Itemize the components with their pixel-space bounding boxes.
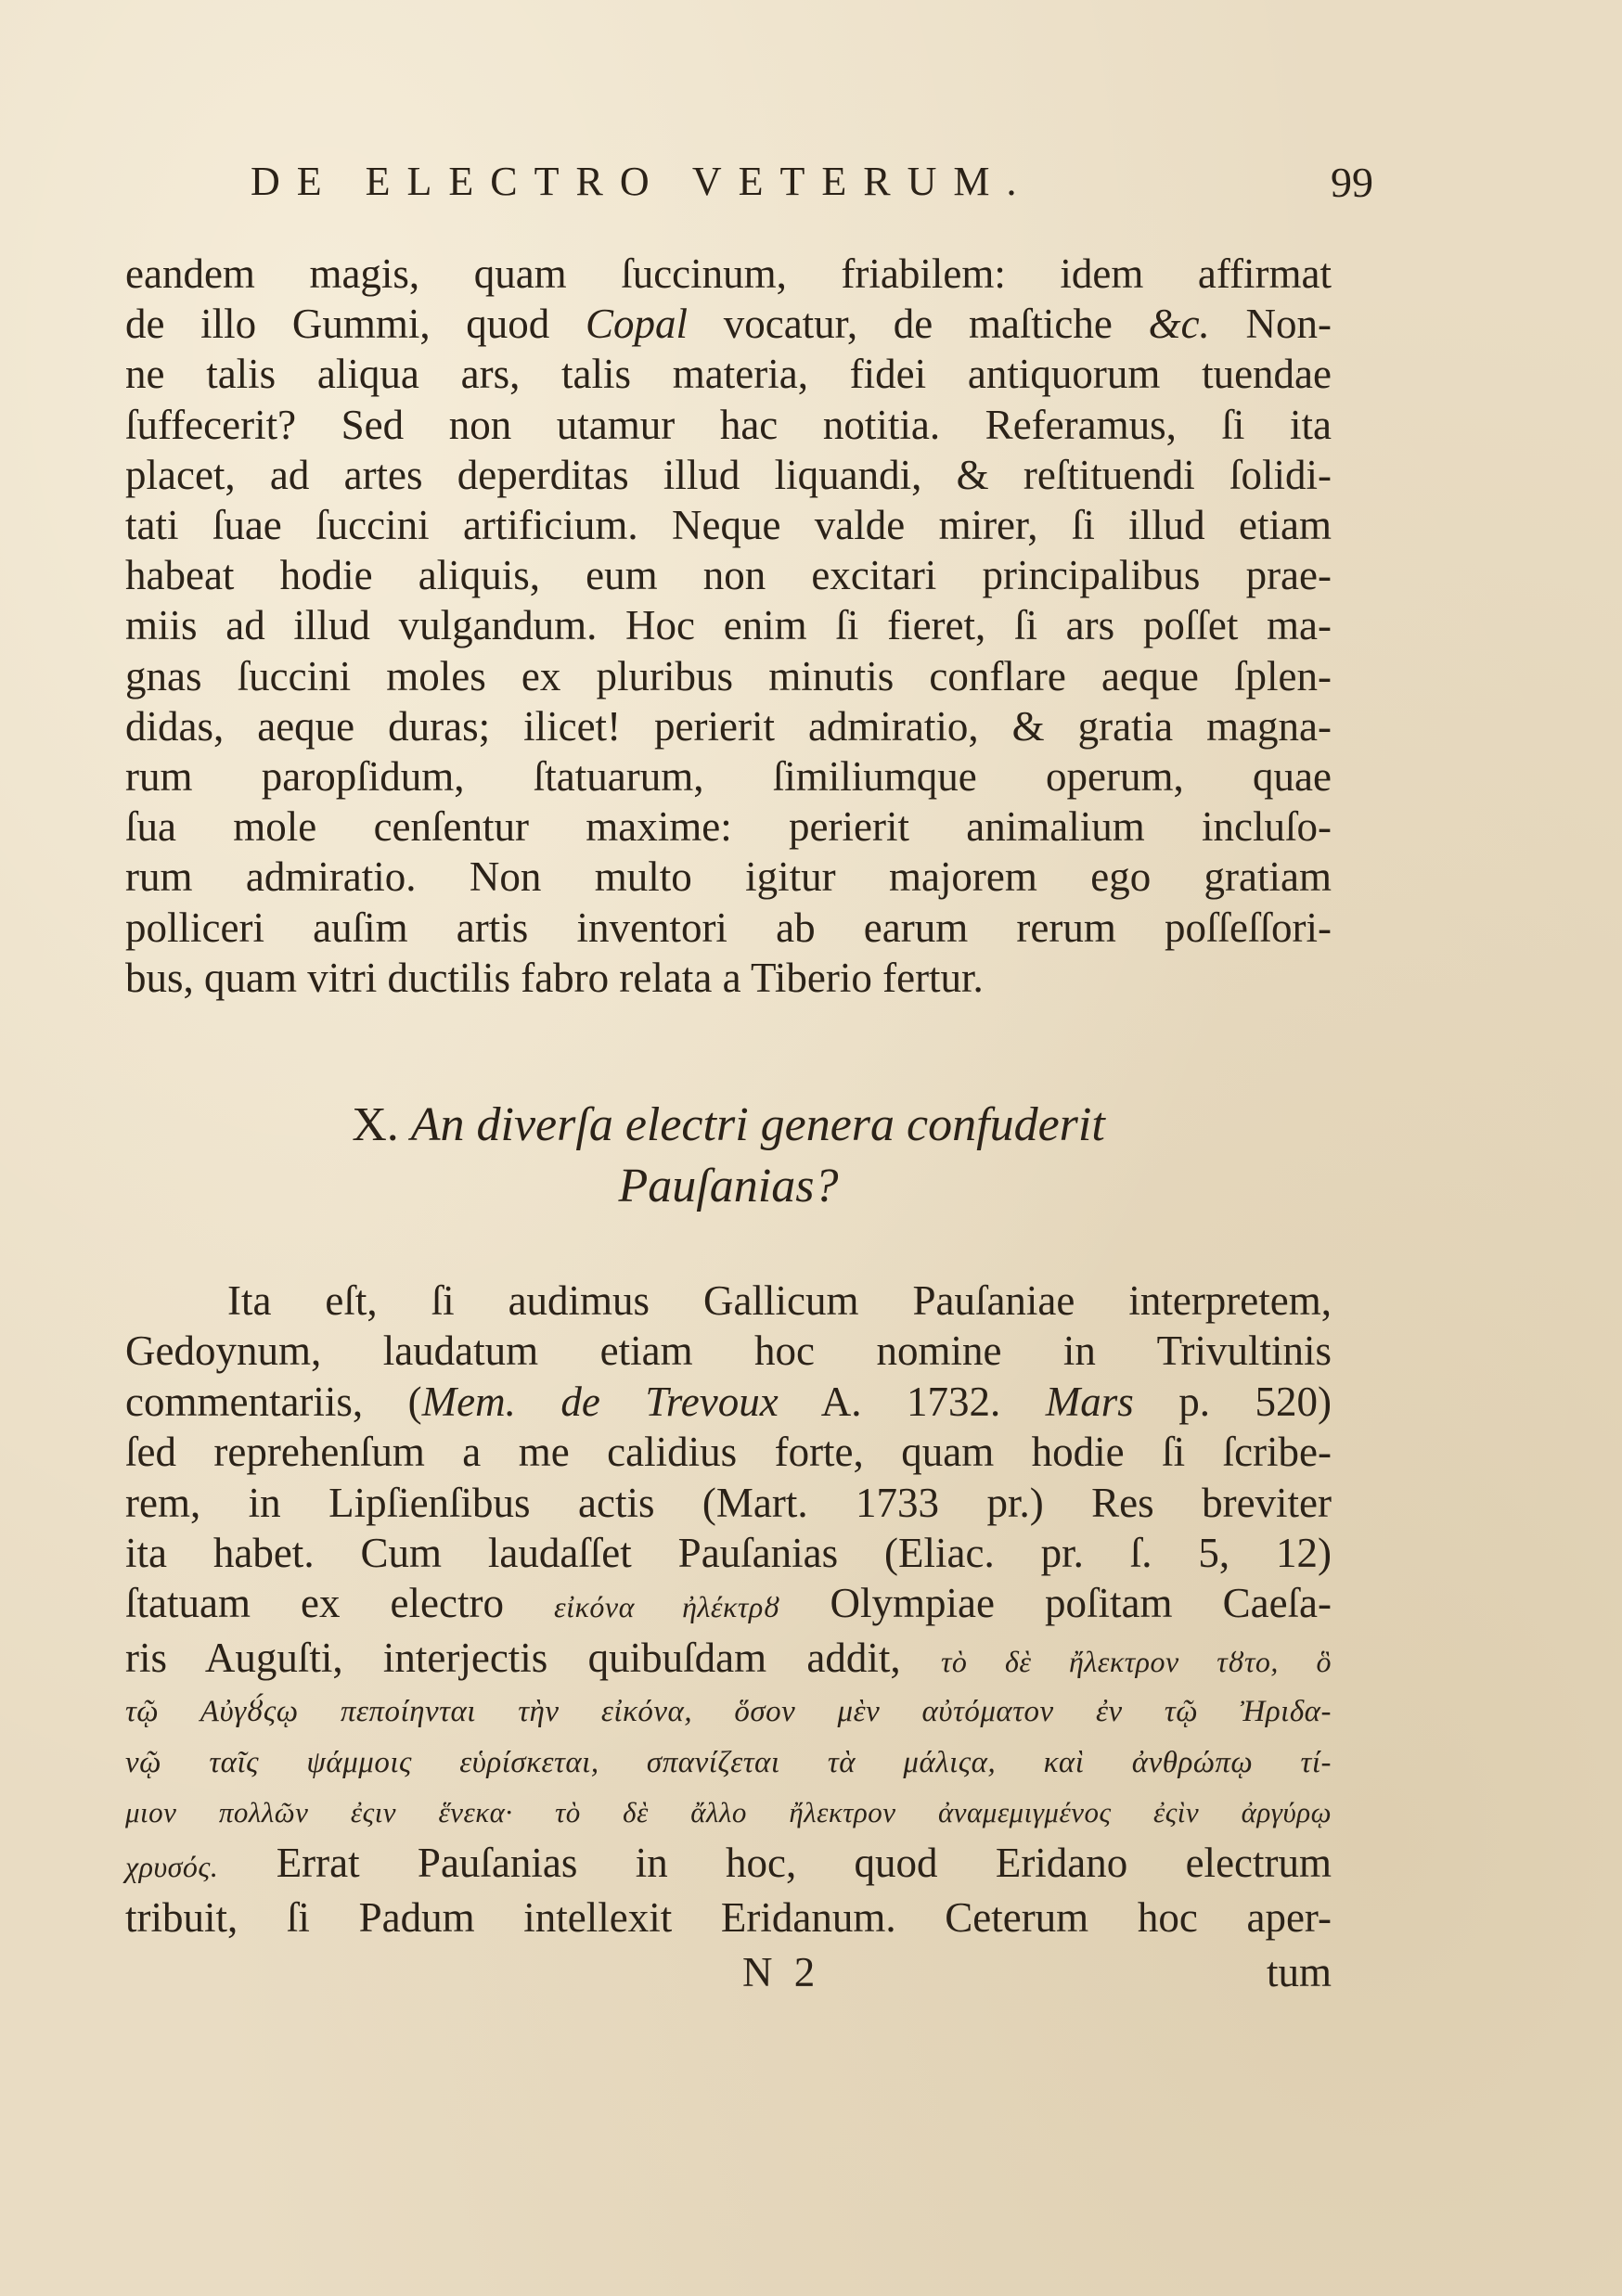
greek-line: νῷ ταῖς ψάμμοις εὑρίσκεται, σπανίζεται τὰ μάλιςα, καὶ ἀνθρώπῳ τί- bbox=[125, 1745, 1332, 1779]
text-line: ſua mole cenſentur maxime: perierit animalium incluſo- bbox=[125, 803, 1332, 851]
text-line: ſuffecerit? Sed non utamur hac notitia. Referamus, ſi ita bbox=[125, 401, 1332, 448]
heading-line-2: Pauſanias? bbox=[618, 1160, 839, 1212]
text-line: rum admiratio. Non multo igitur majorem ego gratiam bbox=[125, 853, 1332, 901]
greek-line: τῷ Αὐγȣ́ςῳ πεποίηνται τὴν εἰκόνα, ὅσον μὲν αὐτόματον ἐν τῷ Ἠριδα- bbox=[125, 1695, 1332, 1729]
italic-term: Copal bbox=[586, 301, 689, 348]
text-line bbox=[125, 1633, 1332, 1687]
text-line: rum paropſidum, ſtatuarum, ſimiliumque operum, quae bbox=[125, 753, 1332, 801]
text-run: A. 1732. bbox=[778, 1378, 1046, 1425]
heading-text: An diverſa electri genera confuderit bbox=[410, 1098, 1105, 1151]
text-line: tati ſuae ſuccini artificium. Neque valde mirer, ſi illud etiam bbox=[125, 502, 1332, 549]
running-title: DE ELECTRO VETERUM. bbox=[251, 159, 1034, 204]
text-line: ita habet. Cum laudaſſet Pauſanias (Eliac. pr. ſ. 5, 12) bbox=[125, 1530, 1332, 1577]
text-line: bus, quam vitri ductilis fabro relata a Tiberio fertur. bbox=[125, 954, 984, 1001]
greek-quote: εἰκόνα ἠλέκτρȣ bbox=[554, 1590, 780, 1624]
text-line: ne talis aliqua ars, talis materia, fidei antiquorum tuendae bbox=[125, 351, 1332, 398]
text-line: ſed reprehenſum a me calidius forte, quam hodie ſi ſcribe- bbox=[125, 1429, 1332, 1476]
section-paragraph bbox=[125, 1276, 1332, 1943]
italic-etc: &c. bbox=[1148, 301, 1210, 348]
text-line: Ita eſt, ſi audimus Gallicum Pauſaniae interpretem, bbox=[227, 1277, 1332, 1324]
text-line bbox=[125, 1578, 1332, 1632]
text-run: Olympiae poſitam Caeſa- bbox=[779, 1580, 1332, 1627]
signature-mark: N 2 bbox=[742, 1949, 821, 1995]
page-number: 99 bbox=[1331, 159, 1373, 206]
text-run: Errat Pauſanias in hoc, quod Eridano electrum bbox=[218, 1840, 1332, 1887]
running-header bbox=[251, 158, 1373, 213]
greek-quote: τὸ δὲ ἤλεκτρον τȣτο, ὃ bbox=[940, 1644, 1332, 1678]
citation-title: Mem. de Trevoux bbox=[421, 1378, 779, 1425]
text-line: gnas ſuccini moles ex pluribus minutis conflare aeque ſplen- bbox=[125, 652, 1332, 699]
text-line: tribuit, ſi Padum intellexit Eridanum. Ceterum hoc aper- bbox=[125, 1893, 1332, 1941]
greek-line: μιον πολλῶν ἐςιν ἕνεκα· τὸ δὲ ἄλλο ἤλεκτρον ἀναμεμιγμένος ἐςὶν ἀργύρῳ bbox=[125, 1796, 1332, 1829]
section-number: X. bbox=[352, 1098, 399, 1151]
text-run: p. 520) bbox=[1133, 1378, 1332, 1425]
text-line: didas, aeque duras; ilicet! perierit admiratio, & gratia magna- bbox=[125, 702, 1332, 750]
text-line bbox=[125, 1838, 1332, 1892]
catchword: tum bbox=[1266, 1949, 1332, 1995]
text-line: de illo Gummi, quod Copal vocatur, de maſtiche &c. Non- bbox=[125, 301, 1332, 348]
page-footer bbox=[125, 1948, 1332, 2004]
text-line: Gedoynum, laudatum etiam hoc nomine in Trivultinis bbox=[125, 1328, 1332, 1375]
citation-month: Mars bbox=[1045, 1378, 1134, 1425]
text-line: eandem magis, quam ſuccinum, friabilem: idem affirmat bbox=[125, 250, 1332, 297]
text-run: ris Auguſti, interjectis quibuſdam addit, bbox=[125, 1634, 941, 1681]
heading-line-1 bbox=[125, 1095, 1332, 1156]
greek-quote: χρυσός. bbox=[125, 1850, 219, 1884]
text-line bbox=[125, 1377, 1332, 1427]
section-heading bbox=[125, 1095, 1332, 1217]
text-run: ſtatuam ex electro bbox=[125, 1580, 555, 1627]
text-line: miis ad illud vulgandum. Hoc enim ſi fieret, ſi ars poſſet ma- bbox=[125, 602, 1332, 649]
text-line: polliceri auſim artis inventori ab earum rerum poſſeſſori- bbox=[125, 904, 1332, 951]
text-line: habeat hodie aliquis, eum non excitari principalibus prae- bbox=[125, 552, 1332, 599]
paragraph-continued bbox=[125, 249, 1332, 1003]
text-line: placet, ad artes deperditas illud liquandi, & reſtituendi ſolidi- bbox=[125, 451, 1332, 498]
text-line: rem, in Lipſienſibus actis (Mart. 1733 pr.) Res breviter bbox=[125, 1479, 1332, 1526]
text-run: commentariis, ( bbox=[125, 1378, 422, 1425]
